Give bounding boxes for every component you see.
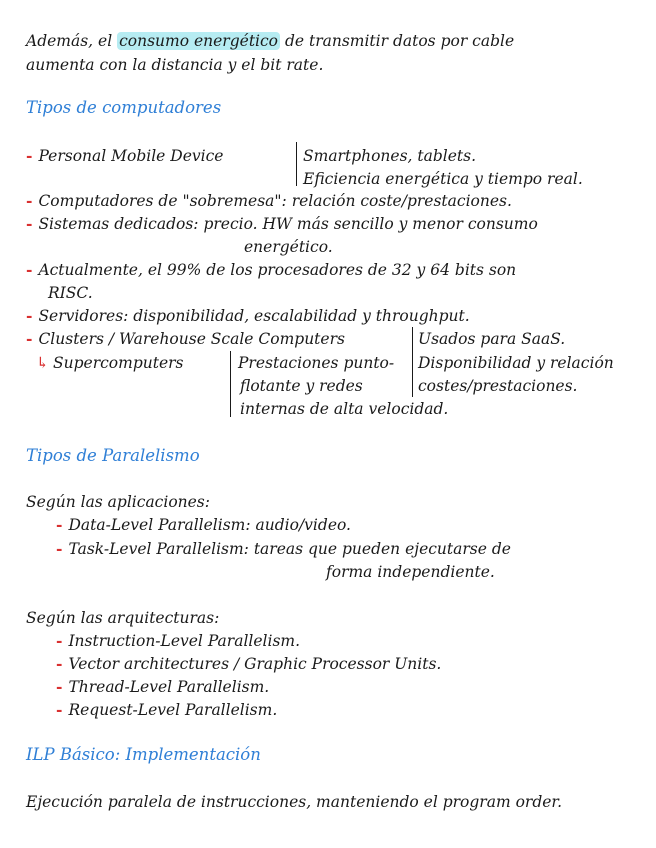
list-item-tlp [56,539,511,559]
list-item-vector [56,654,441,674]
request-text: Request-Level Parallelism. [68,701,278,719]
brace-divider-right [412,327,413,397]
clusters-text: Clusters / Warehouse Scale Computers [38,330,345,348]
list-item-servidores [26,306,470,326]
highlighted-term: consumo energético [119,32,279,50]
sub-arrow-icon: ↳ [36,354,49,372]
clusters-detail: Usados para SaaS. [418,330,566,348]
thread-text: Thread-Level Parallelism. [68,678,270,696]
brace-divider-left [230,351,231,417]
subheading-aplicaciones: Según las aplicaciones: [26,493,210,511]
list-item-clusters [26,329,345,349]
super-detail-2: flotante y redes [240,377,363,395]
bullet-dash: - [26,306,33,325]
heading-ilp-basico: ILP Básico: Implementación [26,745,261,764]
bullet-dash: - [26,214,33,233]
list-item-supercomputers [36,353,184,373]
bullet-dash: - [56,631,63,650]
list-item-thread [56,677,269,697]
tlp-continuation: forma independiente. [326,563,495,581]
super-detail-1: Prestaciones punto- [238,354,395,372]
pmd-label: Personal Mobile Device [38,147,224,165]
bullet-dash: - [56,700,63,719]
list-item-sobremesa [26,191,512,211]
ilp-description: Ejecución paralela de instrucciones, manteniendo el program order. [26,793,563,811]
intro-text-before: Además, el [26,32,118,50]
intro-line-1 [26,31,514,51]
tlp-text: Task-Level Parallelism: tareas que pueden ejecutarse de [68,540,511,558]
dedicados-continuation: energético. [244,238,333,256]
brace-divider [296,142,297,186]
subheading-arquitecturas: Según las arquitecturas: [26,609,220,627]
intro-text-after: de transmitir datos por cable [280,32,515,50]
ilp-text: Instruction-Level Parallelism. [68,632,301,650]
bullet-dash: - [56,677,63,696]
super-right-2: costes/prestaciones. [418,377,578,395]
list-item-dlp [56,515,351,535]
actualmente-text: Actualmente, el 99% de los procesadores de 32 y 64 bits son [38,261,517,279]
heading-tipos-paralelismo: Tipos de Paralelismo [26,446,200,465]
dedicados-text: Sistemas dedicados: precio. HW más sencillo y menor consumo [38,215,538,233]
bullet-dash: - [26,191,33,210]
super-right-1: Disponibilidad y relación [418,354,614,372]
actualmente-continuation: RISC. [48,284,93,302]
list-item-actualmente [26,260,516,280]
supercomputers-text: Supercomputers [53,354,184,372]
list-item-ilp [56,631,300,651]
list-item-request [56,700,277,720]
bullet-dash: - [26,260,33,279]
vector-text: Vector architectures / Graphic Processor Units. [68,655,442,673]
bullet-dash: - [26,329,33,348]
bullet-dash: - [56,654,63,673]
list-item-dedicados [26,214,538,234]
super-detail-3: internas de alta velocidad. [240,400,449,418]
dlp-text: Data-Level Parallelism: audio/video. [68,516,351,534]
pmd-detail-2: Eficiencia energética y tiempo real. [303,170,583,188]
list-item-pmd [26,146,223,166]
heading-tipos-computadores: Tipos de computadores [26,98,222,117]
bullet-dash: - [26,146,33,165]
bullet-dash: - [56,515,63,534]
intro-line-2: aumenta con la distancia y el bit rate. [26,56,324,74]
bullet-dash: - [56,539,63,558]
sobremesa-text: Computadores de "sobremesa": relación coste/prestaciones. [38,192,512,210]
pmd-detail-1: Smartphones, tablets. [303,147,477,165]
servidores-text: Servidores: disponibilidad, escalabilidad y throughput. [38,307,470,325]
